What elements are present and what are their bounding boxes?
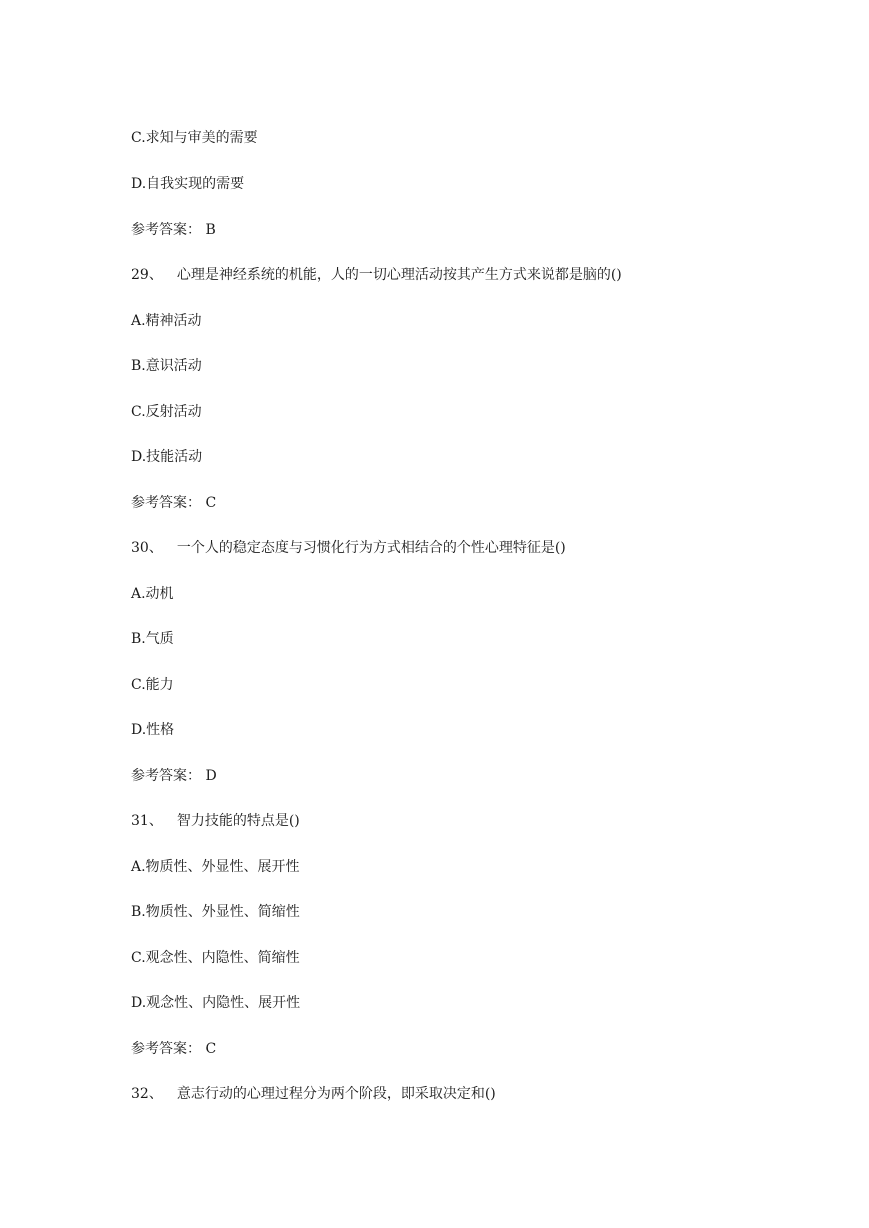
- question-text: 智力技能的特点是(): [176, 813, 300, 829]
- answer: 参考答案： C: [131, 495, 217, 511]
- answer: 参考答案： B: [131, 222, 216, 238]
- question-number: 30、: [131, 540, 163, 556]
- question-31: [131, 812, 300, 830]
- option-d: D.观念性、内隐性、展开性: [131, 995, 301, 1011]
- question-number: 32、: [131, 1086, 163, 1102]
- option-c: C.能力: [131, 677, 174, 693]
- option-a: A.动机: [131, 586, 174, 602]
- question-29: [131, 266, 622, 284]
- option-c: C.观念性、内隐性、简缩性: [131, 950, 300, 966]
- option-b: B.气质: [131, 631, 174, 647]
- option-d: D.自我实现的需要: [131, 176, 245, 192]
- question-number: 29、: [131, 267, 163, 283]
- option-c: C.求知与审美的需要: [131, 130, 258, 146]
- option-b: B.物质性、外显性、简缩性: [131, 904, 300, 920]
- question-number: 31、: [131, 813, 163, 829]
- answer: 参考答案： C: [131, 1041, 217, 1057]
- option-d: D.技能活动: [131, 449, 203, 465]
- option-d: D.性格: [131, 722, 175, 738]
- option-a: A.物质性、外显性、展开性: [131, 859, 300, 875]
- question-32: [131, 1085, 496, 1103]
- option-b: B.意识活动: [131, 358, 202, 374]
- option-a: A.精神活动: [131, 313, 202, 329]
- question-text: 意志行动的心理过程分为两个阶段，即采取决定和(): [176, 1086, 496, 1102]
- answer: 参考答案： D: [131, 768, 217, 784]
- question-30: [131, 539, 566, 557]
- question-text: 一个人的稳定态度与习惯化行为方式相结合的个性心理特征是(): [176, 540, 566, 556]
- question-text: 心理是神经系统的机能，人的一切心理活动按其产生方式来说都是脑的(): [176, 267, 622, 283]
- option-c: C.反射活动: [131, 404, 202, 420]
